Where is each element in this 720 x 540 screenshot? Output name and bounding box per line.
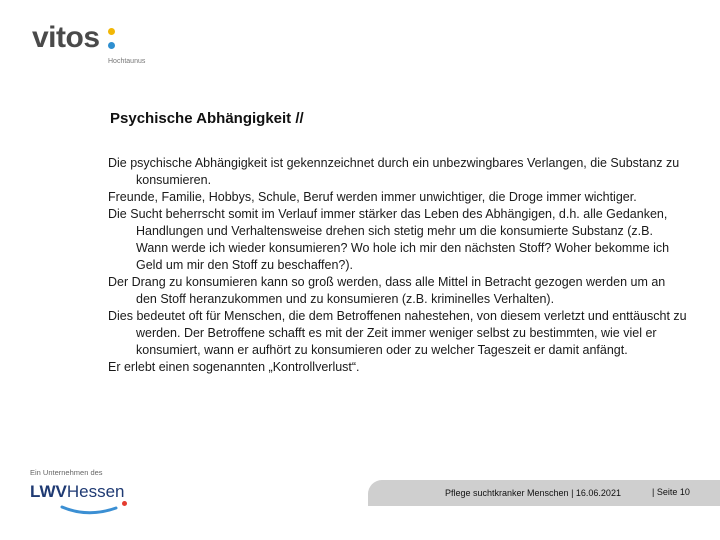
slide-title: Psychische Abhängigkeit // bbox=[110, 110, 304, 127]
footer-reference: Pflege suchtkranker Menschen | 16.06.2021 bbox=[445, 488, 621, 498]
org-caption: Ein Unternehmen des bbox=[30, 468, 103, 477]
body-paragraph: Die Sucht beherrscht somit im Verlauf immer stärker das Leben des Abhängigen, d.h. alle Gedanken, Handlungen und Verhaltensweise drehen sich stetig mehr um die konsumierte Substanz (z.B. Wann werde ich wieder konsumieren? Wo hole ich mir den nächsten Stoff? Woher bekomme ich Geld um mir den Stoff zu beschaffen?). bbox=[108, 207, 670, 272]
footer-page-number: | Seite 10 bbox=[652, 487, 690, 497]
logo-subline: Hochtaunus bbox=[108, 58, 146, 65]
body-paragraph: Er erlebt einen sogenannten „Kontrollverlust“. bbox=[108, 360, 360, 374]
logo-wordmark: vitos bbox=[32, 21, 100, 54]
org-logo-wave-icon bbox=[60, 504, 120, 516]
body-paragraph: Freunde, Familie, Hobbys, Schule, Beruf werden immer unwichtiger, die Droge immer wichtiger. bbox=[108, 190, 637, 204]
org-logo-part1: LWV bbox=[30, 482, 67, 501]
slide-body bbox=[108, 155, 688, 376]
body-paragraph: Der Drang zu konsumieren kann so groß werden, dass alle Mittel in Betracht gezogen werden um an den Stoff heranzukommen und zu konsumieren (z.B. kriminelles Verhalten). bbox=[108, 275, 666, 306]
org-logo-part2: Hessen bbox=[66, 482, 125, 501]
lwv-hessen-logo bbox=[30, 468, 140, 518]
logo-colon-icon bbox=[108, 26, 116, 52]
org-logo-text bbox=[30, 482, 124, 502]
logo-dot-yellow bbox=[108, 28, 115, 35]
vitos-logo bbox=[32, 20, 162, 72]
org-logo-dot-icon bbox=[122, 501, 127, 506]
logo-dot-blue bbox=[108, 42, 115, 49]
body-paragraph: Dies bedeutet oft für Menschen, die dem Betroffenen nahestehen, von diesem verletzt und enttäuscht zu werden. Der Betroffene schafft es mit der Zeit immer weniger selbst zu bestimmten, wie viel er konsumiert, wann er aufhört zu konsumieren oder zu welcher Tageszeit er damit anfängt. bbox=[108, 309, 687, 357]
body-paragraph: Die psychische Abhängigkeit ist gekennzeichnet durch ein unbezwingbares Verlangen, die Substanz zu konsumieren. bbox=[108, 156, 680, 187]
